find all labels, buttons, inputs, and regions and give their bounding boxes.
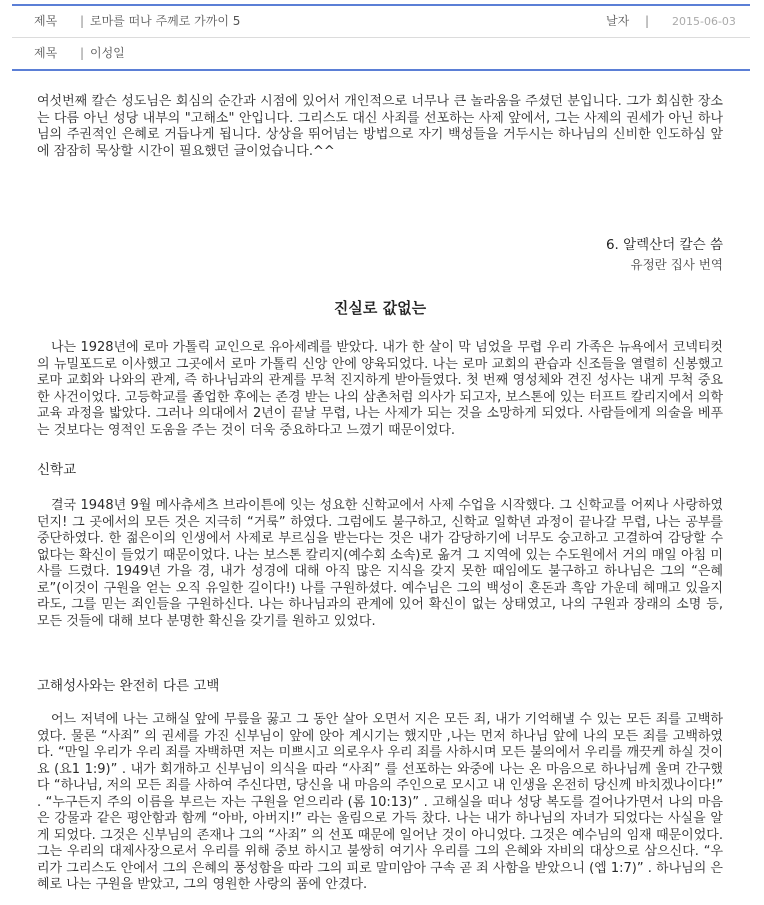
body-paragraph-2 [37, 498, 723, 630]
section-heading-confession [37, 678, 723, 695]
body-paragraph-1 [37, 340, 723, 439]
attribution-translator: 유정란 집사 번역 [630, 257, 723, 272]
paragraph-2: 결국 1948년 9월 메사츄세츠 브라이튼에 잇는 성요한 신학교에서 사제 수업을 시작했다. 그 신학교를 어찌나 사랑하였던지! 그 곳에서의 모든 것은 지극히 “거룩” 하였다. 그럼에도 불구하고, 신학교 일학년 과정이 끝나갈 무렵, 나는 공부를 중단하였다. 한 젊은이의 인생에서 사제로 부르심을 받는다는 것은 내가 감당하기에 너무도 숭고하고 고결하여 감당할 수 없다는 확신이 들었기 때문이었다. 나는 보스톤 칼리지(예수회 소속)로 옮겨 그 지역에 있는 수도원에서 거의 매일 아침 미사를 드렸다. 1949년 가을 경, 내가 성경에 대해 아직 많은 지식을 갖지 못한 때임에도 불구하고 하나님은 그의 “은혜로”(이것이 구원을 얻는 오직 유일한 길이다!) 나를 구원하셨다. 예수님은 그의 백성이 혼돈과 흑암 가운데 헤매고 있을지라도, 그를 믿는 죄인들을 구원하신다. 나는 하나님과의 관계에 있어 확신이 없는 상태였고, 나의 구원과 장래의 소명 등, 모든 것들에 대해 보다 분명한 확신을 갖기를 원하고 있었다. [37, 498, 723, 629]
section-title-1: 신학교 [37, 462, 77, 478]
author-label: 제목 [34, 46, 58, 60]
subject-value: 로마를 떠나 주께로 가까이 5 [90, 14, 241, 28]
attribution-author: 6. 알렉산더 칼슨 씀 [605, 237, 723, 253]
section-title-2: 고해성사와는 완전히 다른 고백 [37, 678, 220, 694]
post-info-table [12, 4, 750, 71]
date-separator: | [645, 14, 650, 28]
article-title: 진실로 값없는 [333, 299, 427, 317]
subject-row [12, 6, 750, 38]
attribution [606, 236, 723, 274]
body-paragraph-3 [37, 712, 723, 905]
author-separator: | [80, 46, 85, 60]
paragraph-3: 어느 저녁에 나는 고해실 앞에 무릎을 꿇고 그 동안 살아 오면서 지은 모든 죄, 내가 기억해낼 수 있는 모든 죄를 고백하였다. 물론 “사죄” 의 권세를 가진 신부님이 앞에 앉아 계시기는 했지만 ,나는 먼저 하나님 앞에 나의 모든 죄를 고백하였다. “만일 우리가 우리 죄를 자백하면 저는 미쁘시고 의로우사 우리 죄를 사하시며 모든 불의에서 우리를 깨끗케 하실 것이요 (요1 1:9)” . 내가 회개하고 신부님이 의식을 따라 “사죄” 를 선포하는 와중에 나는 온 마음으로 하나님께 울며 간구했다 “하나님, 저의 모든 죄를 사하여 주신다면, 당신을 내 마음의 주인으로 모시고 내 인생을 온전히 당신께 바치겠나이다!” . “누구든지 주의 이름을 부르는 자는 구원을 얻으리라 (롬 10:13)” . 고해실을 떠나 성당 복도를 걸어나가면서 나의 마음은 강물과 같은 평안함과 함께 “아바, 아버지!” 라는 울림으로 가득 찼다. 나는 내가 하나님의 자녀가 되었다는 사실을 알게 되었다. 그것은 신부님의 존재나 그의 “사죄” 의 선포 때문에 일어난 것이 아니었다. 그것은 예수님의 임재 때문이었다. 그는 우리의 대제사장으로서 우리를 위해 중보 하시고 불쌍히 여기사 우리를 그의 은혜와 자비의 대상으로 삼으신다. “우리가 그리스도 안에서 그의 은혜의 풍성함을 따라 그의 피로 말미암아 구속 곧 죄 사함을 받았으니 (엡 1:7)” . 하나님의 은혜로 나는 구원을 받았고, 그의 영원한 사랑의 품에 안겼다. [37, 712, 723, 892]
article-content [37, 94, 723, 892]
author-value: 이성일 [90, 46, 125, 60]
date-label: 날자 [606, 14, 630, 28]
date-value: 2015-06-03 [672, 15, 736, 28]
paragraph-1: 나는 1928년에 로마 가톨릭 교인으로 유아세례를 받았다. 내가 한 살이 막 넘었을 무렵 우리 가족은 뉴욕에서 코넥티컷의 뉴밀포드로 이사했고 그곳에서 로마 가톨릭 신앙 안에 양육되었다. 나는 로마 교회의 관습과 신조들을 열렬히 신봉했고 로마 교회와 나와의 관계, 즉 하나님과의 관계를 무척 진지하게 받아들였다. 첫 번째 영성체와 견진 성사는 내게 무척 중요한 사건이었다. 고등학교를 졸업한 후에는 존경 받는 나의 삼촌처럼 의사가 되고자, 보스톤에 있는 터프트 칼리지에서 의학 교육 과정을 밟았다. 그러나 의대에서 2년이 끝날 무렵, 나는 사제가 되는 것을 소망하게 되었다. 사람들에게 의술을 베푸는 것보다는 영적인 도움을 주는 것이 더욱 중요하다고 느꼈기 때문이었다. [37, 340, 723, 438]
intro-paragraph: 여섯번째 칼슨 성도님은 회심의 순간과 시점에 있어서 개인적으로 너무나 큰 놀라움을 주셨던 분입니다. 그가 회심한 장소는 다름 아닌 성당 내부의 "고해소" 안입니다. 그리스도 대신 사죄를 선포하는 사제 앞에서, 그는 사제의 권세가 아닌 하나님의 주권적인 은혜로 거듭나게 됩니다. 상상을 뛰어넘는 방법으로 자기 백성들을 거두시는 하나님의 신비한 인도하심 앞에 잠잠히 묵상할 시간이 필요했던 글이었습니다.^^ [37, 94, 723, 159]
section-heading-seminary [37, 462, 723, 479]
author-row [12, 38, 750, 71]
subject-separator: | [80, 14, 85, 28]
subject-label: 제목 [34, 14, 58, 28]
